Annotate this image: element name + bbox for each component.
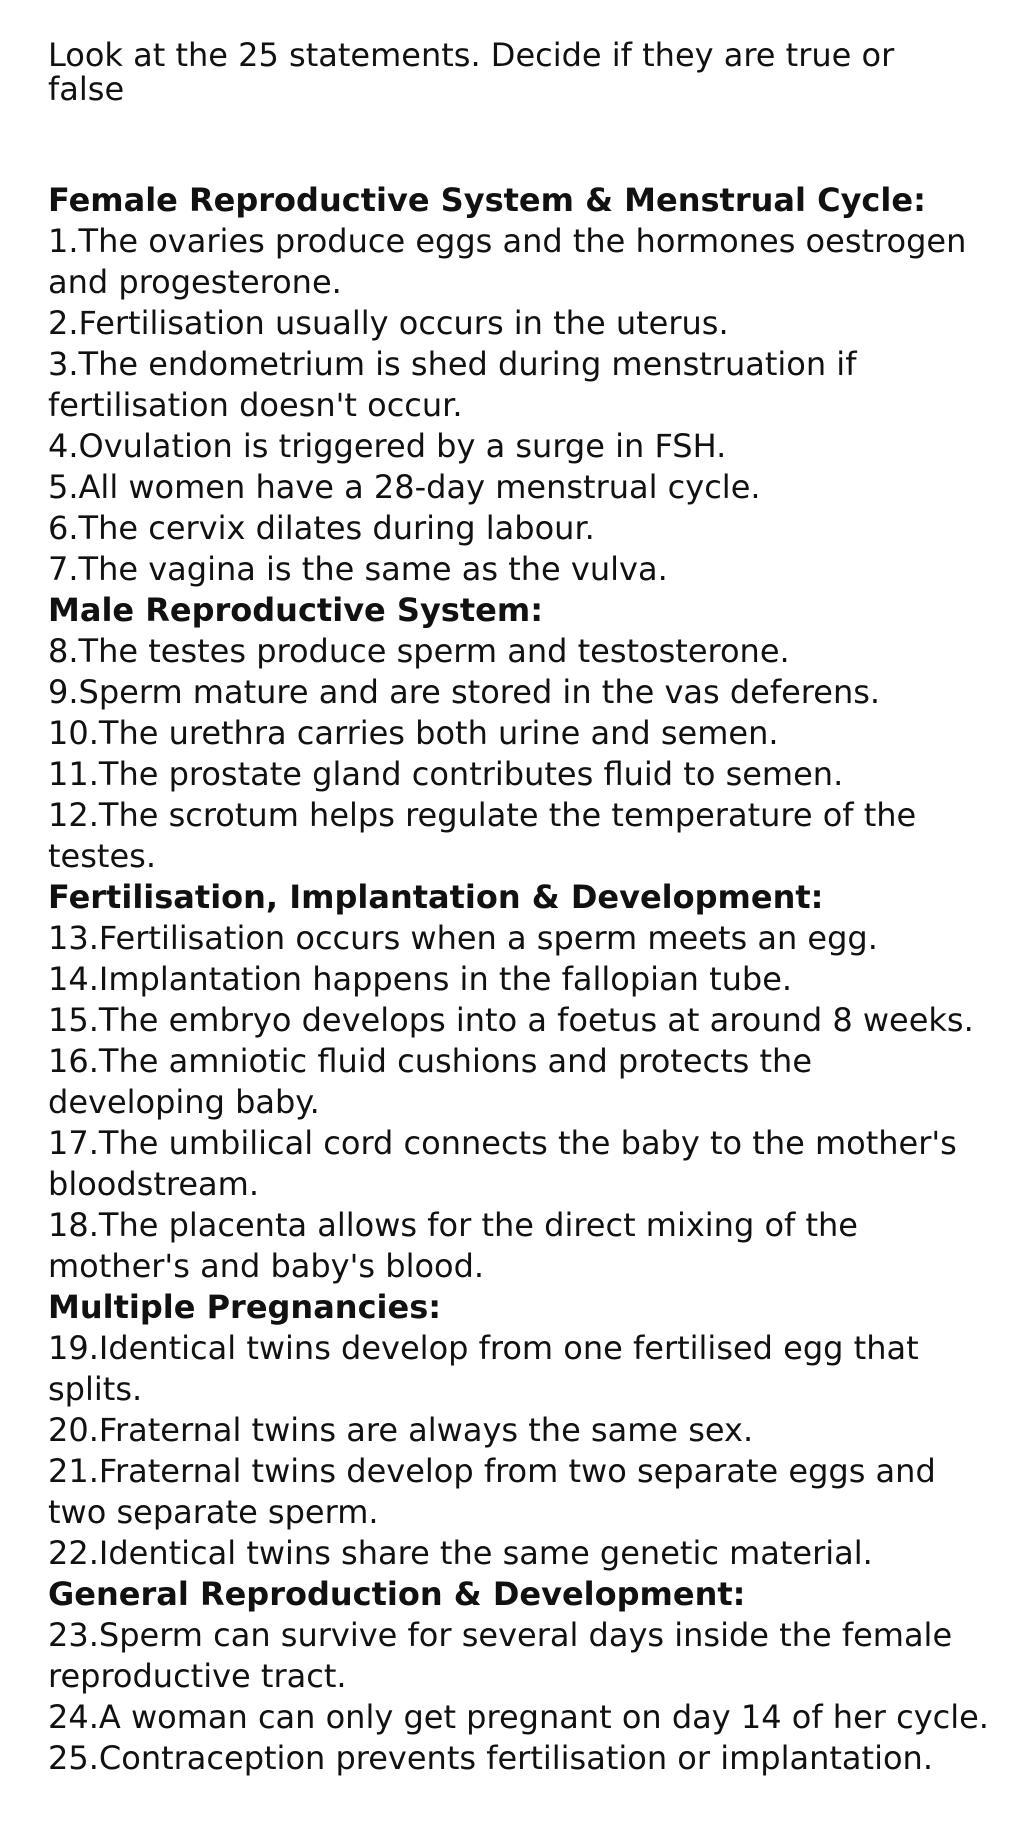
statement-8: 8.The testes produce sperm and testosterone. [48,632,790,670]
section-heading-female: Female Reproductive System & Menstrual Cycle: [48,181,926,219]
instructions-text: Look at the 25 statements. Decide if they are true or false [48,36,895,108]
statement-12: 12.The scrotum helps regulate the temperature of the testes. [48,796,917,875]
statement-13: 13.Fertilisation occurs when a sperm meets an egg. [48,919,878,957]
statement-15: 15.The embryo develops into a foetus at around 8 weeks. [48,1001,974,1039]
statements-list [48,180,998,1779]
section-heading-male: Male Reproductive System: [48,591,543,629]
statement-4: 4.Ovulation is triggered by a surge in FSH. [48,427,727,465]
statement-20: 20.Fraternal twins are always the same sex. [48,1411,754,1449]
statement-23: 23.Sperm can survive for several days inside the female reproductive tract. [48,1616,953,1695]
statement-24: 24.A woman can only get pregnant on day 14 of her cycle. [48,1698,989,1736]
statement-25: 25.Contraception prevents fertilisation or implantation. [48,1739,933,1777]
statement-14: 14.Implantation happens in the fallopian tube. [48,960,793,998]
statement-17: 17.The umbilical cord connects the baby to the mother's bloodstream. [48,1124,957,1203]
statement-10: 10.The urethra carries both urine and semen. [48,714,779,752]
statement-1: 1.The ovaries produce eggs and the hormones oestrogen and progesterone. [48,222,967,301]
statement-9: 9.Sperm mature and are stored in the vas deferens. [48,673,881,711]
section-heading-fertilisation: Fertilisation, Implantation & Development: [48,878,824,916]
statement-7: 7.The vagina is the same as the vulva. [48,550,668,588]
statement-5: 5.All women have a 28-day menstrual cycle. [48,468,761,506]
statement-18: 18.The placenta allows for the direct mixing of the mother's and baby's blood. [48,1206,858,1285]
statement-6: 6.The cervix dilates during labour. [48,509,595,547]
section-heading-general: General Reproduction & Development: [48,1575,746,1613]
statement-3: 3.The endometrium is shed during menstruation if fertilisation doesn't occur. [48,345,857,424]
statement-22: 22.Identical twins share the same genetic material. [48,1534,873,1572]
statement-2: 2.Fertilisation usually occurs in the uterus. [48,304,729,342]
section-heading-multiple: Multiple Pregnancies: [48,1288,442,1326]
statement-21: 21.Fraternal twins develop from two separate eggs and two separate sperm. [48,1452,936,1531]
statement-16: 16.The amniotic fluid cushions and protects the developing baby. [48,1042,812,1121]
statement-19: 19.Identical twins develop from one fertilised egg that splits. [48,1329,919,1408]
statement-11: 11.The prostate gland contributes fluid to semen. [48,755,844,793]
